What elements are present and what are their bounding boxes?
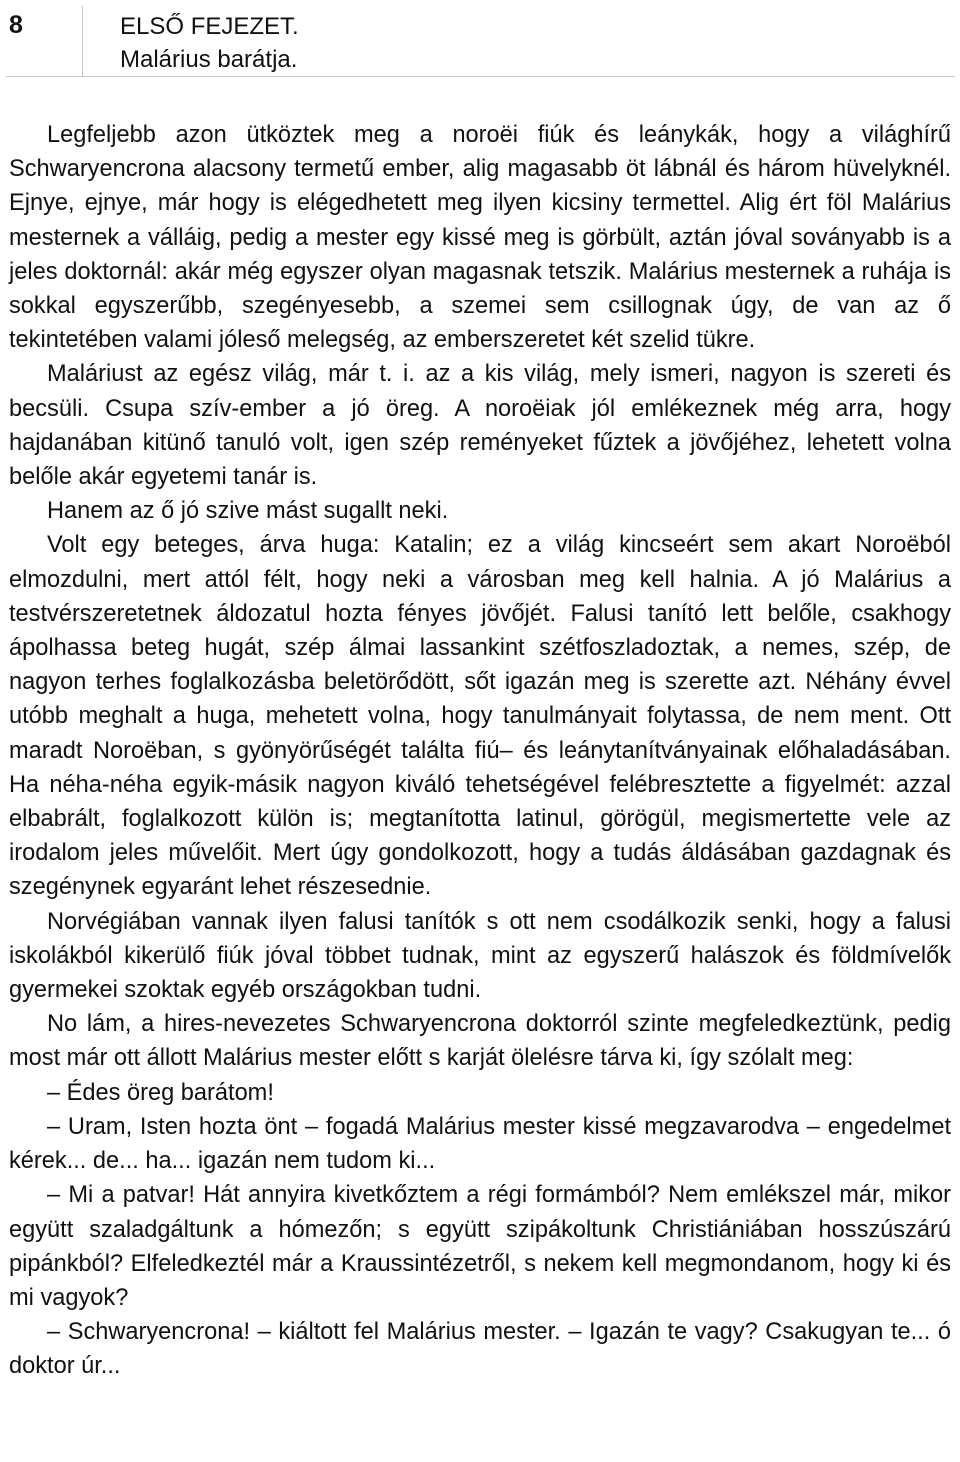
dialogue-line: – Schwaryencrona! – kiáltott fel Malárius mester. – Igazán te vagy? Csakugyan te... ó doktor úr... bbox=[9, 1319, 951, 1380]
chapter-title: ELSŐ FEJEZET. bbox=[120, 13, 299, 40]
paragraph: Legfeljebb azon ütköztek meg a noroëi fiúk és leánykák, hogy a világhírű Schwaryencrona alacsony termetű ember, alig magasabb öt lábnál és három hüvelyknél. Ejnye, ejnye, már hogy is elégedhetett meg ilyen kicsiny termettel. Alig ért föl Malárius mesternek a válláig, pedig a mester egy kissé meg is görbült, aztán jóval soványabb is a jeles doktornál: akár még egyszer olyan magasnak tetszik. Malárius mesternek a ruhája is sokkal egyszerűbb, szegényesebb, a szemei sem csillognak úgy, de van az ő tekintetében valami jóleső melegség, az emberszeretet két szelid tükre. bbox=[9, 122, 951, 354]
paragraph: Hanem az ő jó szive mást sugallt neki. bbox=[47, 498, 449, 525]
page-header bbox=[0, 0, 960, 76]
header-horizontal-rule bbox=[6, 76, 955, 77]
running-head bbox=[120, 10, 299, 76]
paragraph: Volt egy beteges, árva huga: Katalin; ez a világ kincseért sem akart Noroëból elmozdulni, mert attól félt, hogy neki a városban meg kell halnia. A jó Malárius a testvérszeretetnek áldozatul hozta fényes jövőjét. Falusi tanító lett belőle, csakhogy ápolhassa beteg hugát, szép álmai lassankint szétfoszladoztak, a nemes, szép, de nagyon terhes foglalkozásba beletörődött, sőt igazán meg is szerette azt. Néhány évvel utóbb meghalt a huga, mehetett volna, hogy tanulmányait folytassa, de nem ment. Ott maradt Noroëban, s gyönyörűségét találta fiú– és leánytanítványainak előhaladásában. Ha néha-néha egyik-másik nagyon kiváló tehetségével felébresztette a figyelmét: azzal elbabrált, foglalkozott külön is; megtanította latinul, görögül, megismertette vele az irodalom jeles művelőit. Mert úgy gondolkozott, hogy a tudás áldásában gazdagnak és szegénynek egyaránt lehet részesednie. bbox=[9, 532, 951, 901]
paragraph: No lám, a hires-nevezetes Schwaryencrona doktorról szinte megfeledkeztünk, pedig most már ott állott Malárius mester előtt s karját ölelésre tárva ki, így szólalt meg: bbox=[9, 1011, 951, 1072]
chapter-subtitle: Malárius barátja. bbox=[120, 46, 298, 73]
header-vertical-rule bbox=[82, 6, 83, 76]
paragraph: Maláriust az egész világ, már t. i. az a kis világ, mely ismeri, nagyon is szereti és becsüli. Csupa szív-ember a jó öreg. A noroëiak jól emlékeznek még arra, hogy hajdanában kitünő tanuló volt, igen szép reményeket fűztek a jövőjéhez, lehetett volna belőle akár egyetemi tanár is. bbox=[9, 361, 951, 491]
body-text bbox=[9, 118, 951, 1384]
dialogue-line: – Mi a patvar! Hát annyira kivetkőztem a régi formámból? Nem emlékszel már, mikor együtt szaladgáltunk a hómezőn; s együtt szipákoltunk Christiániában hosszúszárú pipánkból? Elfeledkeztél már a Kraussintézetről, s nekem kell megmondanom, hogy ki és mi vagyok? bbox=[9, 1182, 951, 1311]
page-number: 8 bbox=[9, 11, 23, 39]
paragraph: Norvégiában vannak ilyen falusi tanítók s ott nem csodálkozik senki, hogy a falusi iskolákból kikerülő fiúk jóval többet tudnak, mint az egyszerű halászok és földmívelők gyermekei szoktak egyéb országokban tudni. bbox=[9, 908, 951, 1004]
dialogue-line: – Uram, Isten hozta önt – fogadá Malárius mester kissé megzavarodva – engedelmet kérek... de... ha... igazán nem tudom ki... bbox=[9, 1113, 951, 1175]
dialogue-line: – Édes öreg barátom! bbox=[47, 1079, 274, 1106]
